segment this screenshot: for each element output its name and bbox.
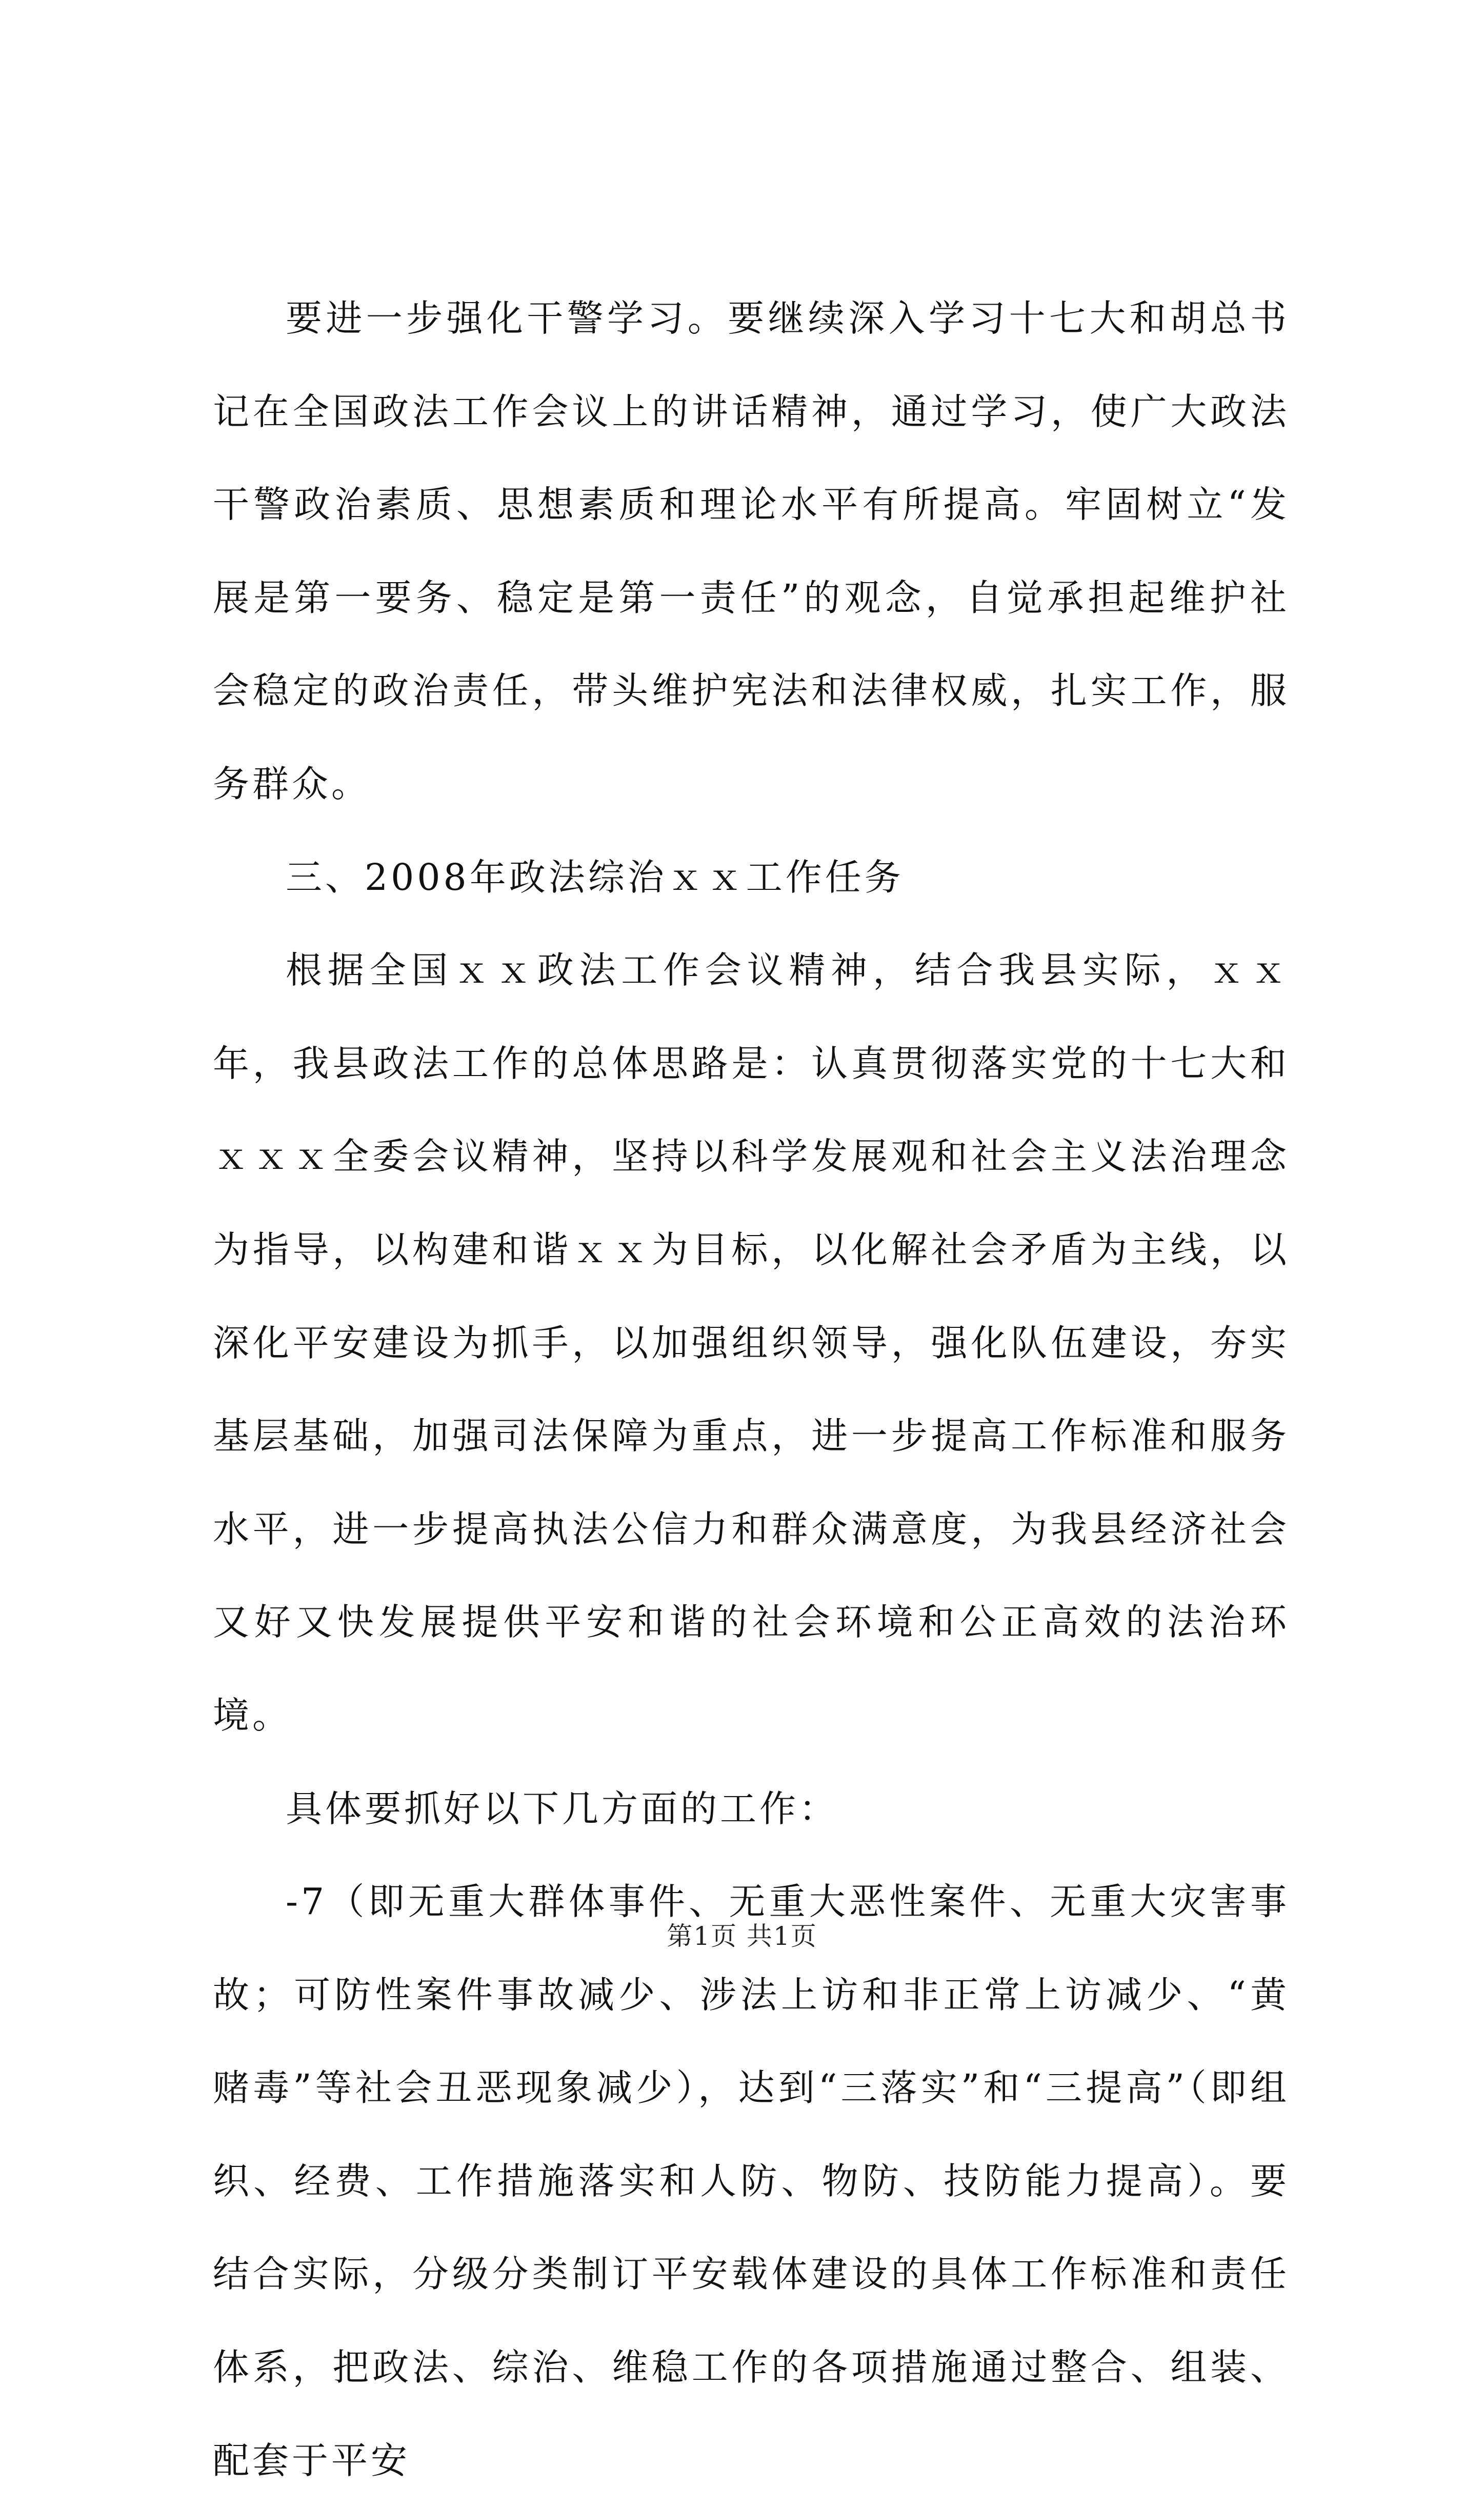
- page-footer: 第1页 共1页: [667, 1921, 817, 1951]
- document-body: [213, 272, 1290, 2507]
- section-heading: 三、2008年政法综治ｘｘ工作任务: [286, 855, 904, 899]
- paragraph-study: 要进一步强化干警学习。要继续深入学习十七大和胡总书记在全国政法工作会议上的讲话精神，通过学习，使广大政法干警政治素质、思想素质和理论水平有所提高。牢固树立“发展是第一要务、稳定是第一责任”的观念，自觉承担起维护社会稳定的政治责任，带头维护宪法和法律权威，扎实工作，服务群众。: [213, 297, 1290, 805]
- paragraph-safety-targets: -7（即无重大群体事件、无重大恶性案件、无重大灾害事故；可防性案件事故减少、涉法上访和非正常上访减少、“黄赌毒”等社会丑恶现象减少），达到“三落实”和“三提高”（即组织、经费、工作措施落实和人防、物防、技防能力提高）。要结合实际，分级分类制订平安载体建设的具体工作标准和责任体系，把政法、综治、维稳工作的各项措施通过整合、组装、配套于平安: [213, 1880, 1290, 2482]
- paragraph-overall-approach: 根据全国ｘｘ政法工作会议精神，结合我县实际，ｘｘ年，我县政法工作的总体思路是：认真贯彻落实党的十七大和ｘｘｘ全委会议精神，坚持以科学发展观和社会主义法治理念为指导，以构建和谐ｘｘ为目标，以化解社会矛盾为主线，以深化平安建设为抓手，以加强组织领导，强化队伍建设，夯实基层基础，加强司法保障为重点，进一步提高工作标准和服务水平，进一步提高执法公信力和群众满意度，为我县经济社会又好又快发展提供平安和谐的社会环境和公正高效的法治环境。: [213, 949, 1290, 1737]
- paragraph-specific-work: 具体要抓好以下几方面的工作：: [286, 1787, 839, 1830]
